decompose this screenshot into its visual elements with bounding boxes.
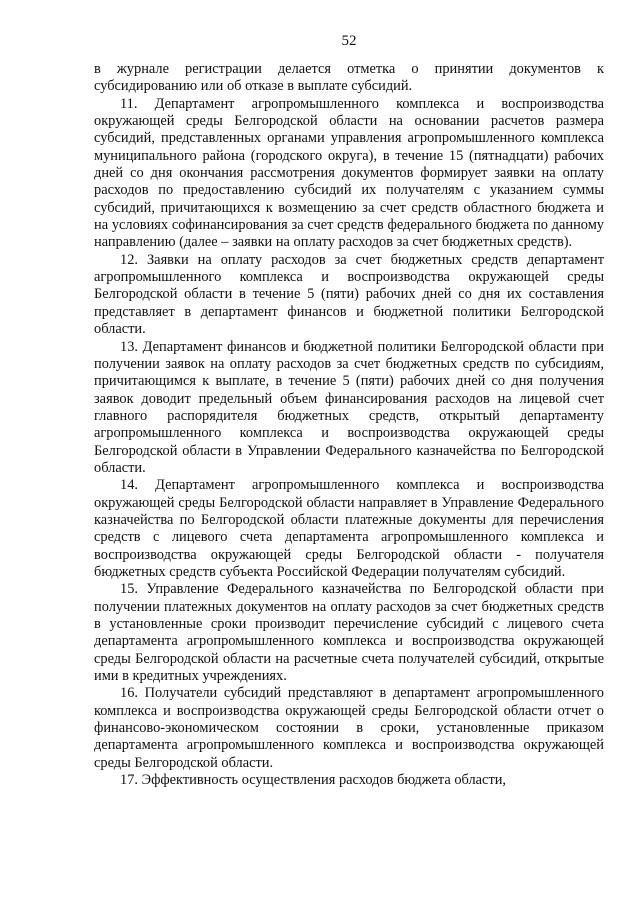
paragraph-14: 14. Департамент агропромышленного комплекса и воспроизводства окружающей среды Белгородской области направляет в Управление Федерального казначейства по Белгородской области платежные документы для перечисления средств с лицевого счета департамента агропромышленного комплекса и воспроизводства окружающей среды Белгородской области - получателя бюджетных средств субъекта Российской Федерации получателям субсидий. [94,477,604,580]
paragraph-16: 16. Получатели субсидий представляют в департамент агропромышленного комплекса и воспроизводства окружающей среды Белгородской области отчет о финансово-экономическом состоянии в сроки, установленные приказом департамента агропромышленного комплекса и воспроизводства окружающей среды Белгородской области. [94,685,604,771]
paragraph-12: 12. Заявки на оплату расходов за счет бюджетных средств департамент агропромышленного комплекса и воспроизводства окружающей среды Белгородской области в течение 5 (пяти) рабочих дней со дня их составления представляет в департамент финансов и бюджетной политики Белгородской области. [94,251,604,338]
page-number: 52 [341,33,357,49]
paragraph-11: 11. Департамент агропромышленного комплекса и воспроизводства окружающей среды Белгородской области на основании расчетов размера субсидий, представленных органами управления агропромышленного комплекса муниципального района (городского округа), в течение 15 (пятнадцати) рабочих дней со дня окончания рассмотрения документов формирует заявки на оплату расходов по предоставлению субсидий их получателям с указанием суммы субсидий, причитающихся к возмещению за счет средств областного бюджета и на условиях софинансирования за счет средств федерального бюджета по данному направлению (далее – заявки на оплату расходов за счет бюджетных средств). [94,95,604,251]
paragraph-17: 17. Эффективность осуществления расходов бюджета области, [120,772,507,789]
paragraph-13: 13. Департамент финансов и бюджетной политики Белгородской области при получении заявок на оплату расходов за счет бюджетных средств по субсидиям, причитающимся к выплате, в течение 5 (пяти) рабочих дней со дня получения заявок доводит предельный объем финансирования расходов на лицевой счет главного распорядителя бюджетных средств, открытый департаменту агропромышленного комплекса и воспроизводства окружающей среды Белгородской области в Управлении Федерального казначейства по Белгородской области. [94,338,604,476]
paragraph-15: 15. Управление Федерального казначейства по Белгородской области при получении платежных документов на оплату расходов за счет бюджетных средств в установленные сроки производит перечисление субсидий с лицевого счета департамента агропромышленного комплекса и воспроизводства окружающей среды Белгородской области на расчетные счета получателей субсидий, открытые ими в кредитных учреждениях. [94,581,604,685]
paragraph-continuation: в журнале регистрации делается отметка о принятии документов к субсидированию или об отказе в выплате субсидий. [94,61,604,95]
